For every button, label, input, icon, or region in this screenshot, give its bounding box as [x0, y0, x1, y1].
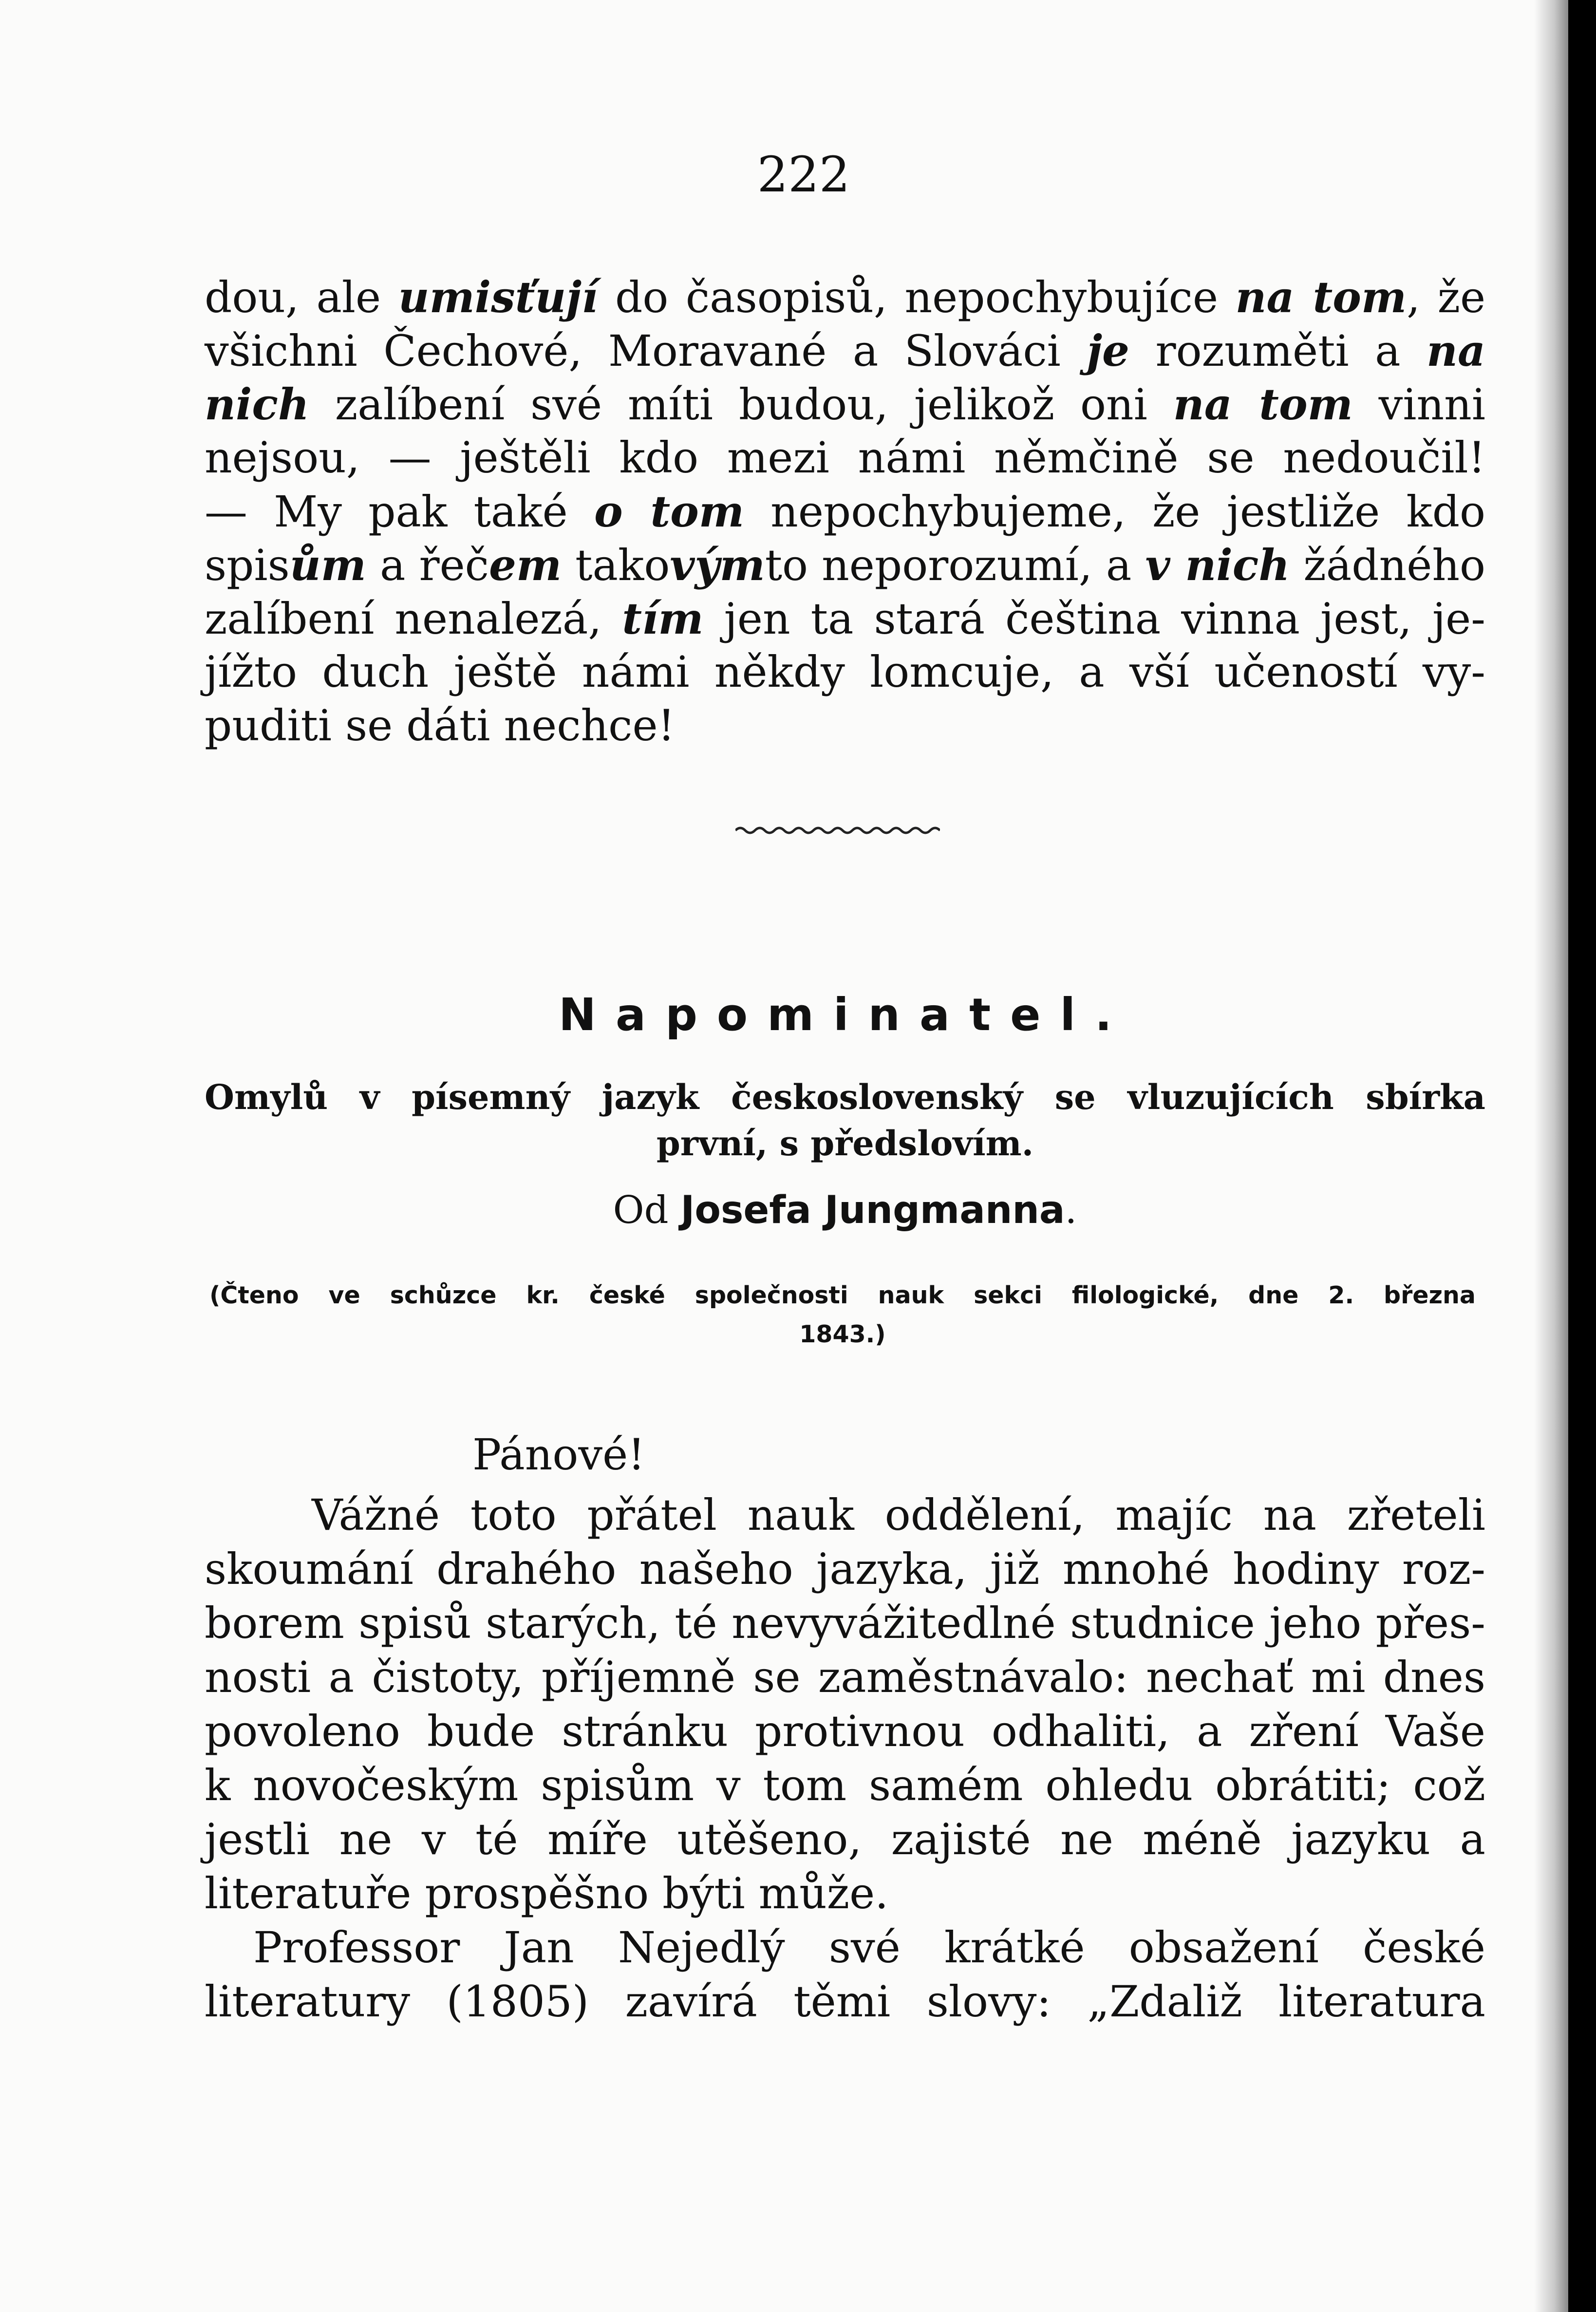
text-run: spis: [205, 540, 290, 590]
text-run: , že: [1407, 272, 1486, 322]
body-line: borem spisů starých, té nevyvážitedlné studnice jeho přes-: [205, 1598, 1485, 1648]
text-run: a řeč: [366, 540, 489, 590]
author-line: [205, 1188, 1485, 1232]
italic-run: je: [1087, 325, 1130, 376]
text-run: — My pak také: [205, 487, 594, 537]
text-run: do časopisů, nepochybujíce: [598, 272, 1236, 322]
italic-run: umisťují: [398, 272, 598, 322]
italic-run: na: [1427, 325, 1485, 376]
italic-run: o tom: [594, 486, 744, 537]
subtitle-line-2: první, s předslovím.: [656, 1123, 1034, 1164]
text-run: rozuměti a: [1129, 326, 1427, 376]
text-run: jížto duch ještě námi někdy lomcuje, a vší učeností vy-: [205, 647, 1485, 697]
body-paragraph: [205, 1488, 1485, 2029]
text-run: nejsou, — ještěli kdo mezi námi němčině se nedoučil!: [205, 432, 1485, 483]
italic-run: na tom: [1235, 272, 1407, 322]
continuation-line: [205, 324, 1485, 377]
text-run: zalíbení své míti budou, jelikož oni: [309, 379, 1173, 430]
section-subtitle: [205, 1074, 1485, 1166]
reading-note: [209, 1276, 1476, 1354]
continuation-line: [205, 377, 1485, 431]
author-suffix: .: [1065, 1188, 1077, 1232]
continuation-paragraph: [205, 270, 1485, 752]
continuation-line: [205, 270, 1485, 324]
subtitle-line-1: Omylů v písemný jazyk československý se vluzujících sbírka: [205, 1077, 1485, 1117]
author-name: Josefa Jungmanna: [680, 1188, 1065, 1232]
note-line-1: (Čteno ve schůzce kr. české společnosti nauk sekci filologické, dne 2. března: [209, 1281, 1476, 1309]
section-heading: Napominatel.: [559, 989, 1131, 1041]
italic-run: tím: [622, 593, 704, 644]
body-line: povoleno bude stránku protivnou odhaliti, a zření Vaše: [205, 1706, 1485, 1756]
body-line: skoumání drahého našeho jazyka, již mnohé hodiny roz-: [205, 1544, 1485, 1594]
text-run: zalíbení nenalezá,: [205, 594, 622, 644]
continuation-line: [205, 645, 1485, 699]
text-run: nepochybujeme, že jestliže kdo: [744, 487, 1486, 537]
continuation-line: [205, 431, 1485, 485]
body-line: jestli ne v té míře utěšeno, zajisté ne méně jazyku a: [205, 1814, 1485, 1864]
body-line: literatury (1805) zavírá těmi slovy: „Zdaliž literatura: [205, 1976, 1485, 2027]
text-run: dou, ale: [205, 272, 398, 322]
continuation-line: [205, 592, 1485, 645]
body-line: nosti a čistoty, příjemně se zaměstnávalo: nechať mi dnes: [205, 1652, 1485, 1702]
continuation-line: [205, 699, 1485, 752]
continuation-line: [205, 538, 1485, 592]
text-run: vinni: [1352, 379, 1485, 430]
continuation-line: [205, 485, 1485, 538]
page-edge-shadow: [1534, 0, 1568, 2312]
text-run: všichni Čechové, Moravané a Slováci: [205, 326, 1087, 376]
text-run: jen ta stará čeština vinna jest, je-: [703, 594, 1485, 644]
text-run: žádného: [1290, 540, 1485, 590]
italic-run: nich: [205, 379, 309, 430]
wavy-divider: [735, 823, 940, 838]
text-run: puditi se dáti nechce!: [205, 700, 675, 751]
italic-run: vým: [670, 540, 765, 590]
italic-run: na tom: [1173, 379, 1353, 430]
page-number: 222: [757, 146, 850, 203]
note-line-2: 1843.): [799, 1320, 886, 1348]
body-line: literatuře prospěšno býti může.: [205, 1868, 889, 1918]
text-run: to neporozumí, a: [765, 540, 1145, 590]
author-prefix: Od: [613, 1188, 681, 1232]
italic-run: em: [488, 540, 562, 590]
body-line: k novočeským spisům v tom samém ohledu obrátiti; což: [205, 1760, 1485, 1810]
italic-run: ům: [289, 540, 366, 590]
text-run: tako: [562, 540, 670, 590]
salutation: Pánové!: [472, 1429, 645, 1480]
body-line: Professor Jan Nejedlý své krátké obsažení české: [253, 1922, 1485, 1973]
italic-run: v nich: [1145, 540, 1290, 590]
body-line: Vážné toto přátel nauk oddělení, majíc na zřeteli: [312, 1490, 1485, 1540]
